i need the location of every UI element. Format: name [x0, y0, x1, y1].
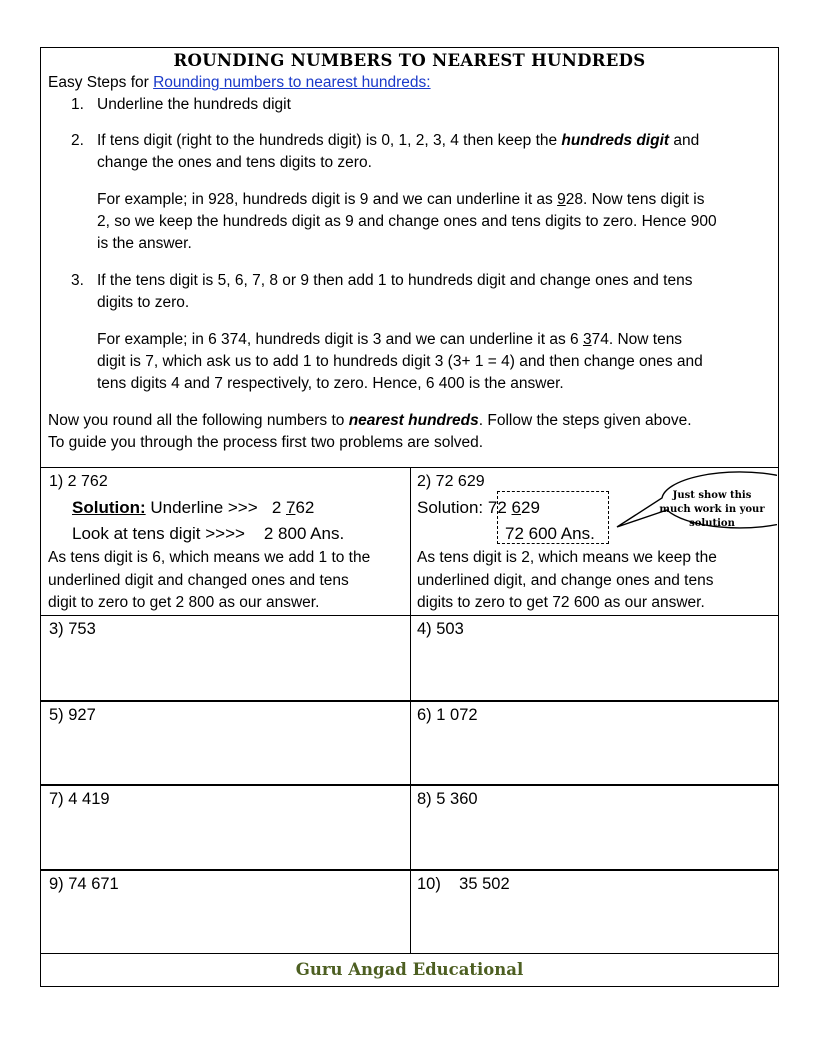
closing-l1a: Now you round all the following numbers to	[48, 412, 349, 429]
problem-3-cell[interactable]	[41, 616, 410, 700]
underlined-digit: 7	[286, 498, 296, 517]
instructions-section	[41, 48, 778, 468]
solution-a: 72	[487, 498, 512, 517]
step-1-number: 1.	[71, 96, 84, 113]
example-1-l3: is the answer.	[97, 235, 192, 252]
problem-4-label: 4) 503	[417, 620, 464, 638]
explain-line: As tens digit is 2, which means we keep the	[417, 549, 717, 566]
example-2-l2: digit is 7, which ask us to add 1 to hundreds digit 3 (3+ 1 = 4) and then change ones and	[97, 353, 703, 370]
example-1-l2: 2, so we keep the hundreds digit as 9 and change ones and tens digits to zero. Hence 900	[97, 213, 717, 230]
rounding-link[interactable]: Rounding numbers to nearest hundreds:	[153, 74, 431, 91]
example-1-underlined-digit: 9	[557, 191, 566, 208]
worksheet	[40, 47, 779, 987]
example-2-underlined-digit: 3	[582, 331, 592, 348]
problem-2-label: 2) 72 629	[417, 473, 485, 490]
problem-3-label: 3) 753	[49, 620, 96, 638]
problem-9-cell[interactable]	[41, 871, 410, 953]
problem-8-cell[interactable]	[411, 786, 778, 869]
closing-emphasis: nearest hundreds	[348, 412, 479, 429]
example-2	[97, 329, 772, 395]
example-2-l1b: 74. Now tens	[591, 331, 683, 348]
problem-4-cell[interactable]	[411, 616, 778, 700]
underlined-digit: 6	[511, 498, 521, 517]
closing-instructions	[48, 410, 773, 454]
step-3-number: 3.	[71, 272, 84, 289]
worksheet-title: ROUNDING NUMBERS TO NEAREST HUNDREDS	[173, 51, 646, 70]
step-1-text: Underline the hundreds digit	[97, 96, 291, 113]
callout-text: Just show this much work in your solution	[659, 490, 765, 527]
step-2-emphasis: hundreds digit	[561, 132, 670, 149]
problem-6-cell[interactable]	[411, 702, 778, 784]
step-3-line1: If the tens digit is 5, 6, 7, 8 or 9 then add 1 to hundreds digit and change ones and tens	[97, 272, 693, 289]
example-2-l1a: For example; in 6 374, hundreds digit is 3 and we can underline it as 6	[97, 331, 583, 348]
example-1-l1a: For example; in 928, hundreds digit is 9 and we can underline it as	[97, 191, 558, 208]
example-1-l1b: 28. Now tens digit is	[565, 191, 705, 208]
step-2-text	[97, 130, 772, 174]
underline-rest: 62	[295, 498, 315, 517]
problem-10-label: 10) 35 502	[417, 875, 510, 893]
problem-7-cell[interactable]	[41, 786, 410, 869]
work-highlight-box	[497, 491, 609, 544]
problem-2-answer: 72 600 Ans.	[505, 524, 595, 543]
example-2-l3: tens digits 4 and 7 respectively, to zero. Hence, 6 400 is the answer.	[97, 375, 564, 392]
problem-8-label: 8) 5 360	[417, 790, 478, 808]
explain-line: digits to zero to get 72 600 as our answer.	[417, 594, 705, 611]
problem-7-label: 7) 4 419	[49, 790, 110, 808]
explain-line: underlined digit and changed ones and tens	[48, 571, 349, 589]
explain-line: As tens digit is 6, which means we add 1 to the	[48, 549, 371, 566]
closing-l2: To guide you through the process first two problems are solved.	[48, 434, 484, 451]
problem-2-explanation	[417, 547, 717, 615]
solution-prefix: Solution:	[417, 498, 488, 517]
closing-l1b: . Follow the steps given above.	[478, 412, 692, 429]
step-2-line2: change the ones and tens digits to zero.	[97, 154, 372, 171]
step-3-line2: digits to zero.	[97, 294, 190, 311]
problem-1-solution-line	[72, 497, 314, 519]
problem-1-look-line: Look at tens digit >>>> 2 800 Ans.	[72, 524, 345, 543]
explain-line: underlined digit, and change ones and tens	[417, 571, 714, 589]
lead-prefix: Easy Steps for	[48, 74, 154, 91]
problem-5-cell[interactable]	[41, 702, 410, 784]
step-2-number: 2.	[71, 132, 84, 149]
problem-5-label: 5) 927	[49, 706, 96, 724]
step-2-line1-a: If tens digit (right to the hundreds digit) is 0, 1, 2, 3, 4 then keep the	[97, 132, 562, 149]
solution-label: Solution:	[72, 498, 146, 517]
underline-text: Underline >>> 2	[145, 498, 286, 517]
step-3-text	[97, 270, 772, 314]
step-2-line1-b: and	[669, 132, 700, 149]
problem-1-label: 1) 2 762	[49, 473, 108, 490]
problem-6-label: 6) 1 072	[417, 706, 478, 724]
publisher-footer: Guru Angad Educational	[295, 960, 524, 979]
solution-b: 29	[521, 498, 540, 517]
problem-1-cell	[41, 469, 410, 615]
lead-line	[48, 72, 431, 94]
problem-9-label: 9) 74 671	[49, 875, 119, 893]
problem-10-cell[interactable]	[411, 871, 778, 953]
explain-line: digit to zero to get 2 800 as our answer.	[48, 594, 320, 611]
example-1	[97, 189, 772, 255]
problem-1-explanation	[48, 547, 370, 615]
